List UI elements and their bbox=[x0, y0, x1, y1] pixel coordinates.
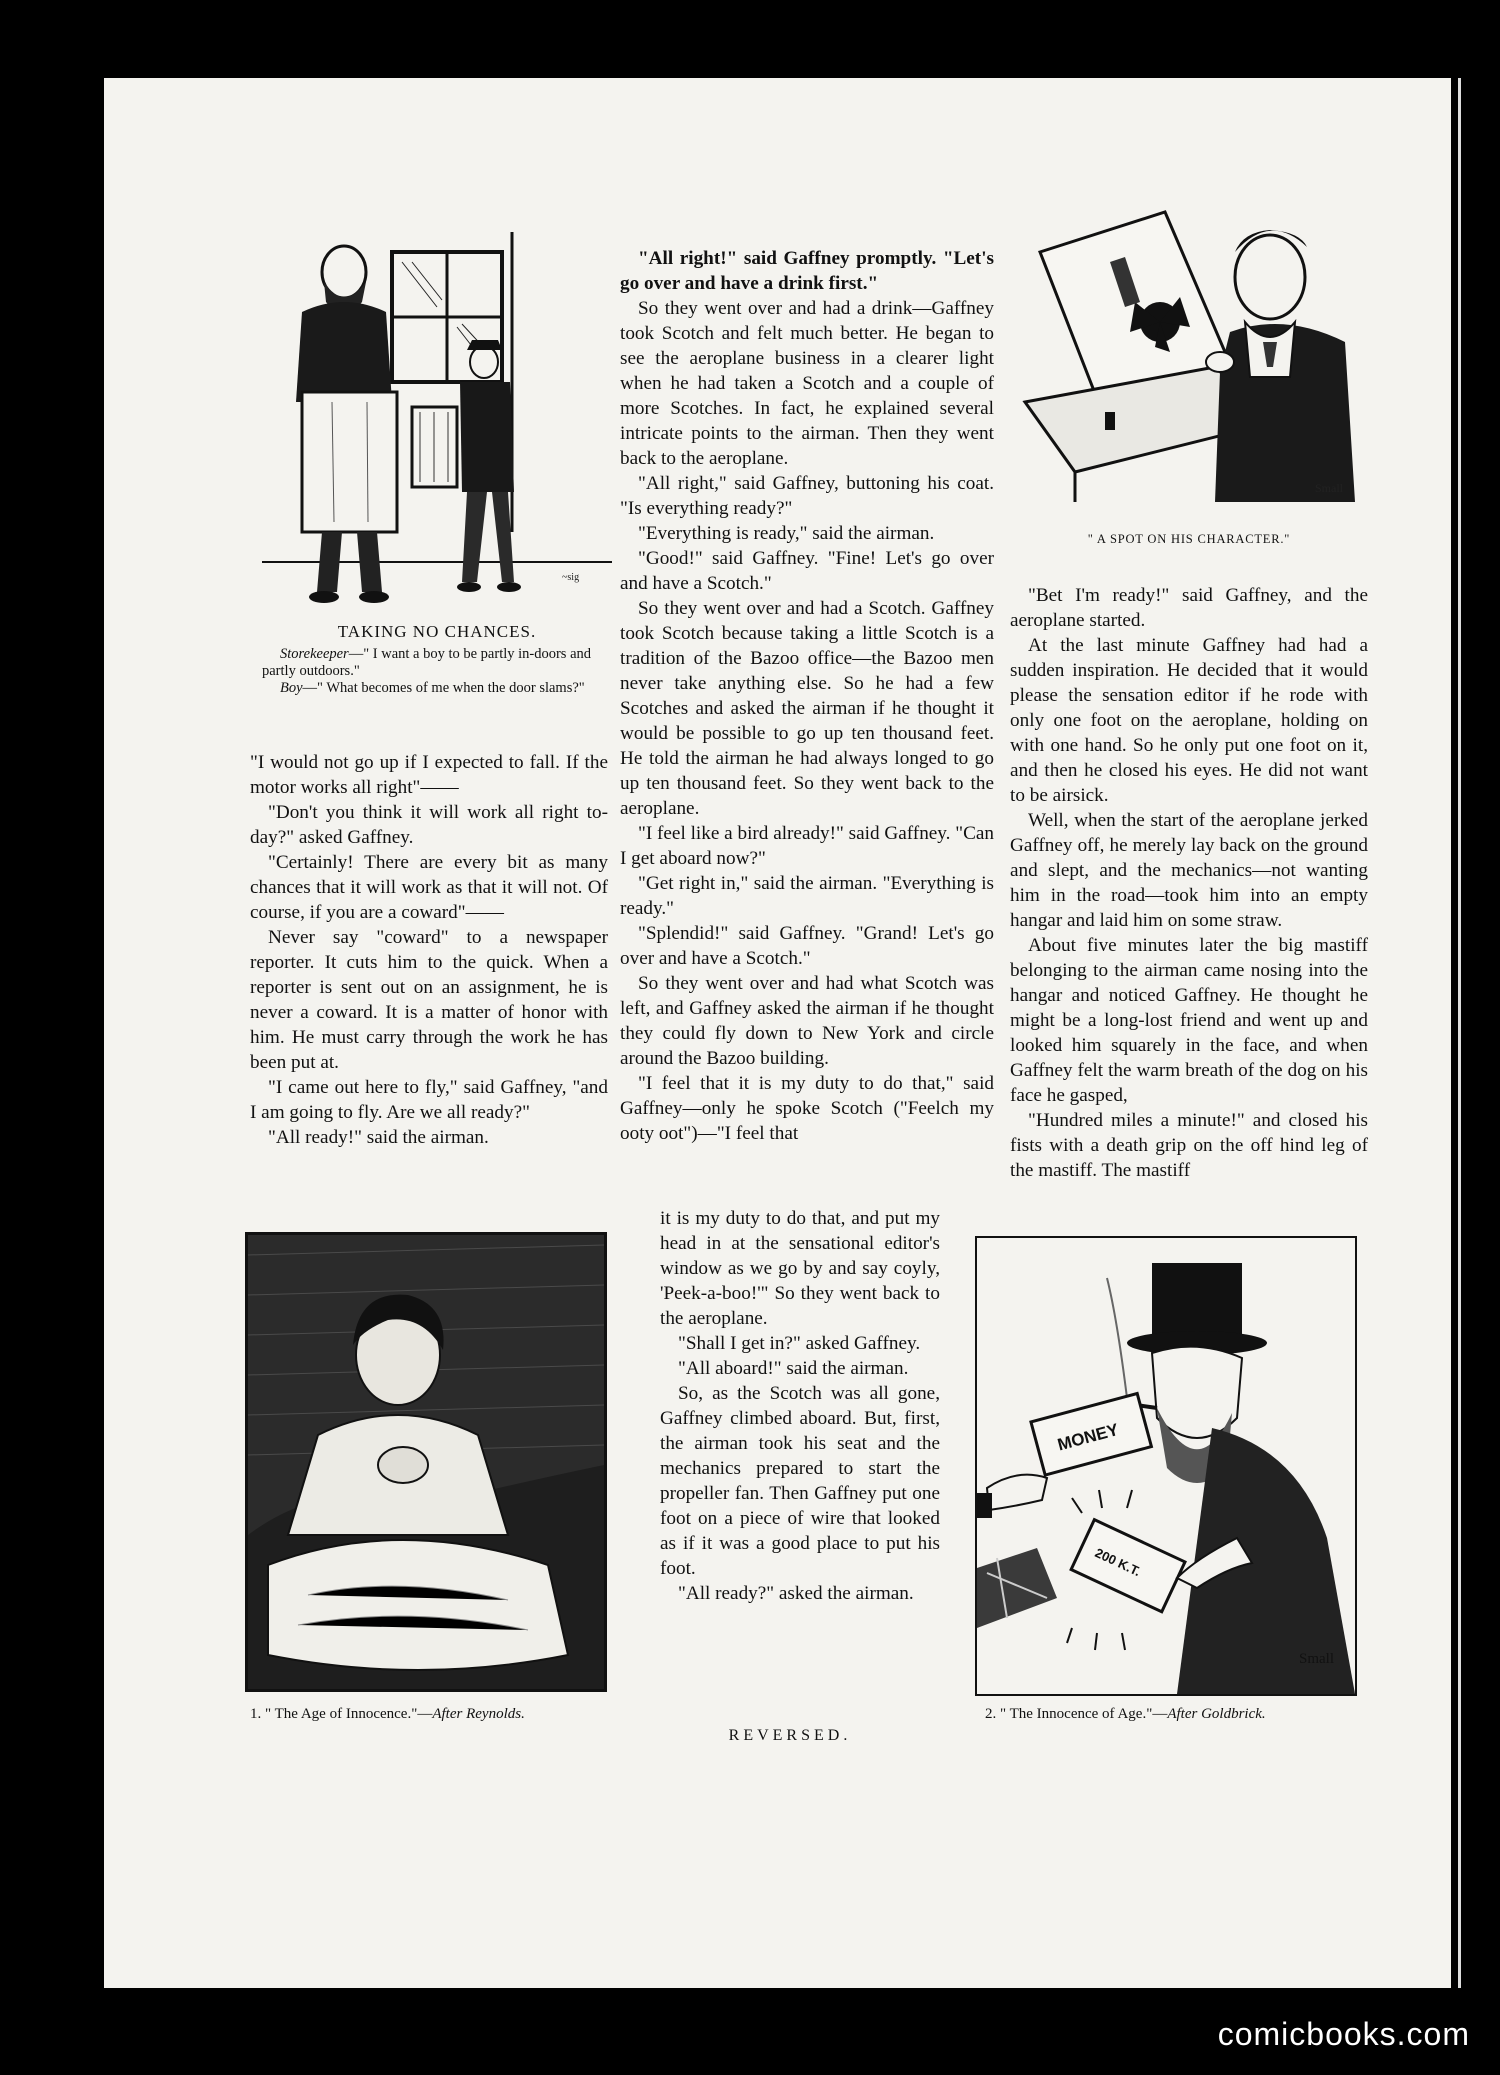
paragraph: "Splendid!" said Gaffney. "Grand! Let's go over and have a Scotch." bbox=[620, 923, 994, 969]
paragraph: About five minutes later the big mastiff belonging to the airman came nosing into the hangar and noticed Gaffney. He thought he might be a long-lost friend and went up and looked him squarely in the face, and when Gaffney felt the warm breath of the dog on his face he gasped, bbox=[1010, 935, 1368, 1106]
paragraph: So they went over and had a drink—Gaffney took Scotch and felt much better. He began to see the aeroplane business in a clearer light when he had taken a Scotch and a couple of more Scotches. In fact, he explained several intricate points to the airman. Then they went back to the aeroplane. bbox=[620, 298, 994, 469]
story-column-3 bbox=[1010, 583, 1368, 1183]
paragraph: "Certainly! There are every bit as many chances that it will work as that it will not. Of course, if you are a coward"—— bbox=[250, 852, 608, 923]
paragraph: Well, when the start of the aeroplane jerked Gaffney off, he merely lay back on the ground and slept, and the mechanics—not wanting him in the road—took him into an empty hangar and laid him on some straw. bbox=[1010, 810, 1368, 931]
story-column-2-continued bbox=[660, 1206, 940, 1606]
paragraph: So they went over and had a Scotch. Gaffney took Scotch because taking a little Scotch is a tradition of the Bazoo office—the Bazoo men never take anything else. So he had a few Scotches and asked the airman if he thought it would be possible to go up ten thousand feet. He told the airman he had always longed to go up ten thousand feet. So they went back to the aeroplane. bbox=[620, 598, 994, 819]
site-watermark: comicbooks.com bbox=[1217, 2016, 1470, 2052]
boy-line: —" What becomes of me when the door slams?" bbox=[302, 680, 585, 696]
left-picture-caption bbox=[250, 1706, 630, 1723]
caption-credit: After Reynolds. bbox=[432, 1706, 525, 1722]
paragraph: So they went over and had what Scotch was left, and Gaffney asked the airman if he thought they could fly down to New York and circle around the Bazoo building. bbox=[620, 973, 994, 1069]
paragraph: "Shall I get in?" asked Gaffney. bbox=[678, 1333, 921, 1354]
story-column-1 bbox=[250, 750, 608, 1150]
paragraph: "All aboard!" said the airman. bbox=[678, 1358, 909, 1379]
paragraph: "Everything is ready," said the airman. bbox=[638, 523, 935, 544]
paragraph: "I would not go up if I expected to fall. If the motor works all right"—— bbox=[250, 752, 608, 798]
adjacent-page-edge bbox=[1458, 78, 1461, 1988]
box-label: 200 K.T. bbox=[1092, 1545, 1143, 1580]
paragraph: At the last minute Gaffney had had a sudden inspiration. He decided that it would please the sensation editor if he rode with only one foot on the aeroplane, holding on with one hand. So he only put one foot on it, and then he closed his eyes. He did not want to be airsick. bbox=[1010, 635, 1368, 806]
caption-title: " The Age of Innocence."— bbox=[265, 1706, 433, 1722]
spot-caption: " A SPOT ON HIS CHARACTER." bbox=[1087, 532, 1291, 546]
paragraph: "All ready?" asked the airman. bbox=[678, 1583, 914, 1604]
caption-title: " The Innocence of Age."— bbox=[1000, 1706, 1168, 1722]
paragraph: it is my duty to do that, and put my head in at the sensational editor's window as we go by and say coyly, 'Peek-a-boo!'" So they went back to the aeroplane. bbox=[660, 1208, 940, 1329]
caption-number: 1. bbox=[250, 1706, 262, 1722]
paragraph: "I feel like a bird already!" said Gaffney. "Can I get aboard now?" bbox=[620, 823, 994, 869]
caption-number: 2. bbox=[985, 1706, 997, 1722]
money-label: MONEY bbox=[1055, 1419, 1121, 1455]
svg-text:Small: Small bbox=[1315, 481, 1344, 495]
age-of-innocence-picture bbox=[245, 1232, 607, 1692]
paragraph: "I came out here to fly," said Gaffney, "and I am going to fly. Are we all ready?" bbox=[250, 1077, 608, 1123]
paragraph: So, as the Scotch was all gone, Gaffney climbed aboard. But, first, the airman took his seat and the mechanics prepared to start the propeller fan. Then Gaffney put one foot on a piece of wire that looked as if it was a good place to put his foot. bbox=[660, 1383, 940, 1579]
innocence-of-age-picture bbox=[975, 1236, 1357, 1696]
paragraph: "All ready!" said the airman. bbox=[268, 1127, 489, 1148]
caption-credit: After Goldbrick. bbox=[1167, 1706, 1266, 1722]
svg-text:Small: Small bbox=[1299, 1651, 1335, 1667]
storekeeper-line: —" I want a boy to be partly in-doors and partly outdoors." bbox=[262, 646, 592, 679]
paragraph: "I feel that it is my duty to do that," said Gaffney—only he spoke Scotch ("Feelch my ooty oot")—"I feel that bbox=[620, 1073, 994, 1144]
story-column-2 bbox=[620, 246, 994, 1146]
pictures-pair-title: REVERSED. bbox=[728, 1727, 852, 1744]
speaker-storekeeper: Storekeeper bbox=[280, 646, 349, 662]
taking-no-chances-illustration bbox=[262, 232, 612, 612]
svg-text:~sig: ~sig bbox=[562, 572, 580, 583]
paragraph: "Good!" said Gaffney. "Fine! Let's go over and have a Scotch." bbox=[620, 548, 994, 594]
paragraph: "Don't you think it will work all right to-day?" asked Gaffney. bbox=[250, 802, 608, 848]
paragraph: "Get right in," said the airman. "Everything is ready." bbox=[620, 873, 994, 919]
paragraph: "Hundred miles a minute!" and closed his fists with a death grip on the off hind leg of the mastiff. The mastiff bbox=[1010, 1110, 1368, 1181]
paragraph: "All right," said Gaffney, buttoning his coat. "Is everything ready?" bbox=[620, 473, 994, 519]
right-picture-caption bbox=[985, 1706, 1365, 1723]
paragraph: "All right!" said Gaffney promptly. "Let's go over and have a drink first." bbox=[620, 248, 994, 294]
speaker-boy: Boy bbox=[280, 680, 303, 696]
cartoon-title: TAKING NO CHANCES. bbox=[337, 622, 537, 641]
cartoon-dialogue bbox=[262, 646, 612, 697]
paragraph: Never say "coward" to a newspaper reporter. It cuts him to the quick. When a reporter is sent out on an assignment, he is never a coward. It is a matter of honor with him. He must carry through the work he has been put at. bbox=[250, 927, 608, 1073]
spot-on-character-illustration bbox=[1015, 202, 1363, 502]
paragraph: "Bet I'm ready!" said Gaffney, and the aeroplane started. bbox=[1010, 585, 1368, 631]
